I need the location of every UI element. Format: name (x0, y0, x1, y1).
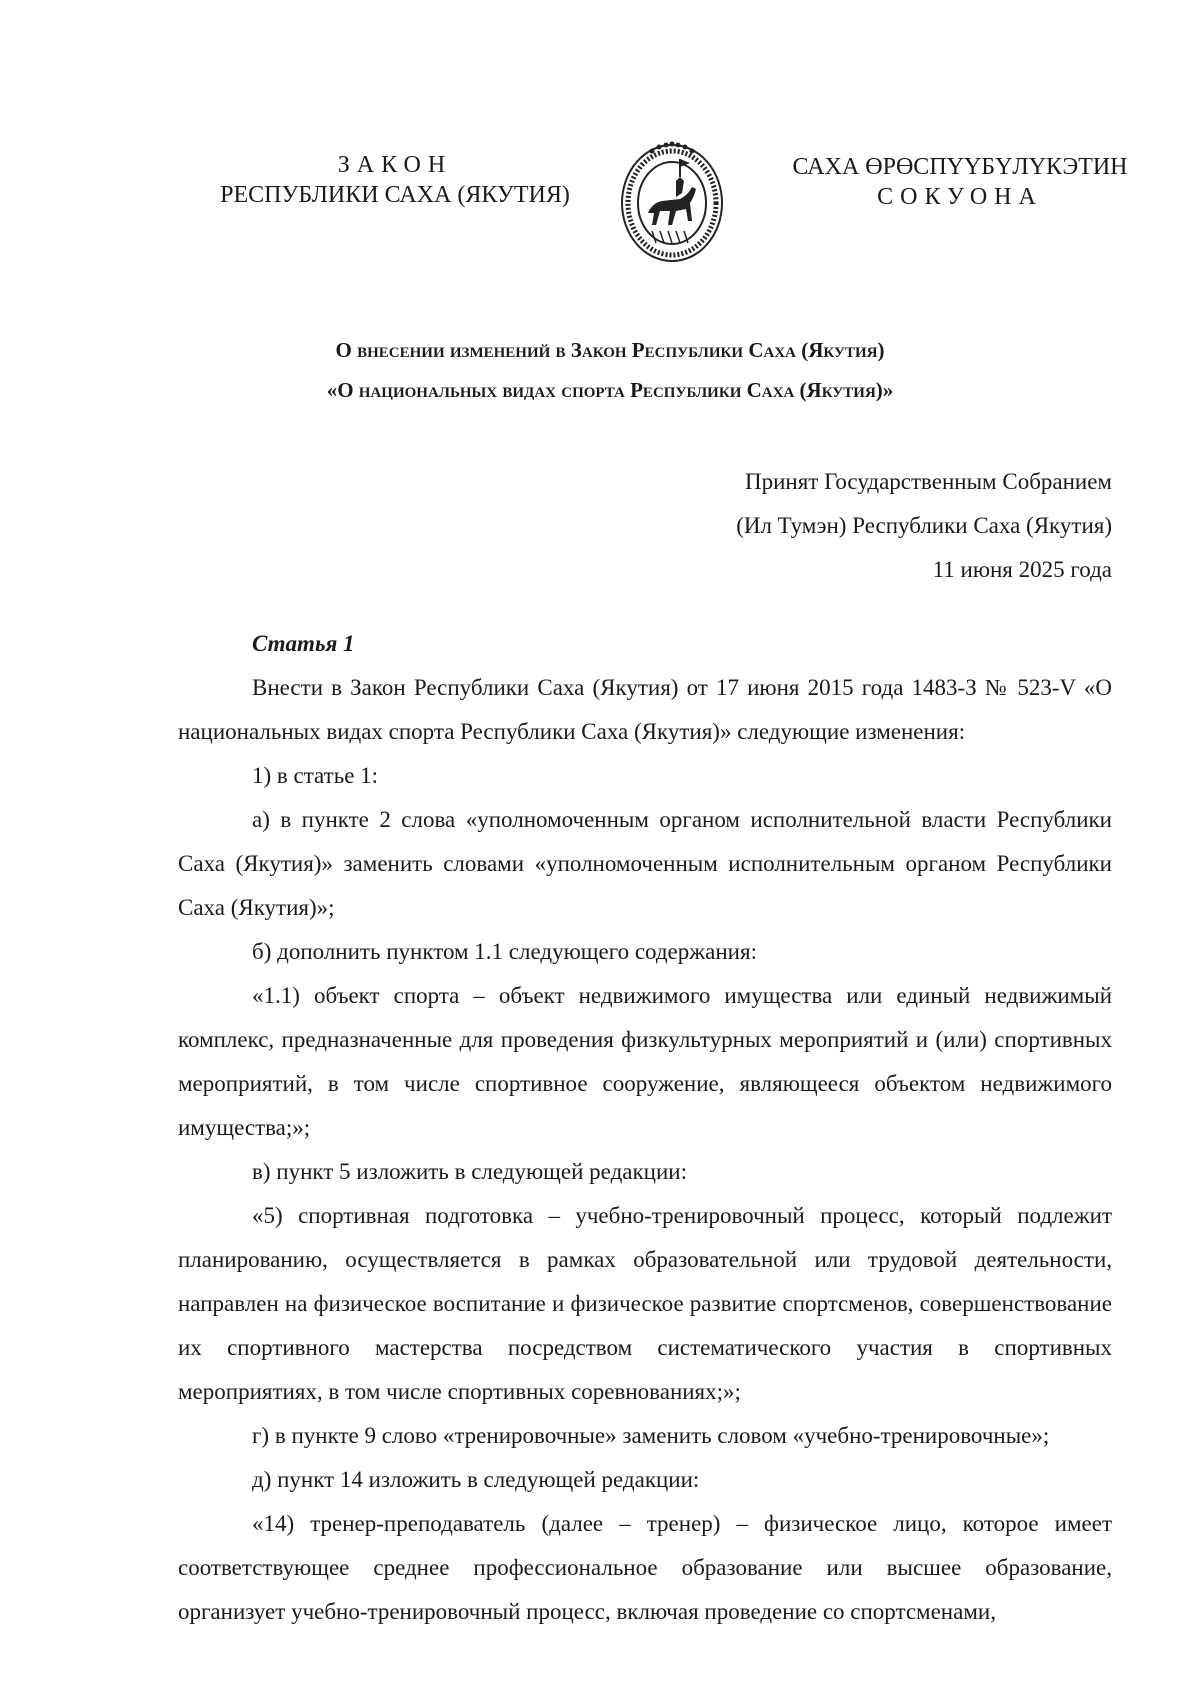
paragraph: «5) спортивная подготовка – учебно-тренировочный процесс, который подлежит планированию, осуществляется в рамках образовательной или трудовой деятельности, направлен на физическое воспитание и физическое развитие спортсменов, совершенствование их спортивного мастерства посредством систематического участия в спортивных мероприятиях, в том числе спортивных соревнованиях;»; (178, 1203, 1112, 1404)
paragraph: а) в пункте 2 слова «уполномоченным органом исполнительной власти Республики Саха (Якутия)» заменить словами «уполномоченным исполнительным органом Республики Саха (Якутия)»; (178, 807, 1112, 920)
adoption-line-2: (Ил Тумэн) Республики Саха (Якутия) (736, 513, 1112, 538)
paragraph: в) пункт 5 изложить в следующей редакции: (252, 1159, 687, 1184)
title-line-1: О внесении изменений в Закон Республики Саха (Якутия) (335, 338, 885, 362)
paragraph: д) пункт 14 изложить в следующей редакции: (252, 1467, 700, 1492)
paragraph: г) в пункте 9 слово «тренировочные» заменить словом «учебно-тренировочные»; (252, 1423, 1050, 1448)
adoption-date: 11 июня 2025 года (932, 557, 1112, 582)
republic-name-ru: РЕСПУБЛИКИ САХА (ЯКУТИЯ) (220, 182, 570, 208)
paragraph: б) дополнить пунктом 1.1 следующего содержания: (252, 939, 757, 964)
law-word: ЗАКОН (337, 152, 453, 178)
header-right (780, 152, 1140, 212)
coat-of-arms-emblem-icon (618, 135, 726, 265)
adoption-line-1: Принят Государственным Собранием (744, 469, 1112, 494)
header-left (200, 150, 590, 210)
law-word-sakha: СОКУОНА (877, 184, 1043, 210)
adoption-block (736, 460, 1112, 592)
paragraph: «1.1) объект спорта – объект недвижимого имущества или единый недвижимый комплекс, предназначенные для проведения физкультурных мероприятий и (или) спортивных мероприятий, в том числе спортивное сооружение, являющееся объектом недвижимого имущества;»; (178, 983, 1112, 1140)
paragraph: «14) тренер-преподаватель (далее – тренер) – физическое лицо, которое имеет соответствующее среднее профессиональное образование или высшее образование, организует учебно-тренировочный процесс, включая проведение со спортсменами, (178, 1511, 1112, 1624)
article-heading: Статья 1 (252, 631, 355, 656)
paragraph: Внести в Закон Республики Саха (Якутия) от 17 июня 2015 года 1483-З № 523-V «О национальных видах спорта Республики Саха (Якутия)» следующие изменения: (178, 675, 1112, 744)
paragraph: 1) в статье 1: (252, 763, 379, 788)
document-title (180, 330, 1040, 410)
title-line-2: «О национальных видах спорта Республики Саха (Якутия)» (326, 378, 894, 402)
article-body (178, 622, 1112, 1634)
republic-name-sakha: САХА ӨРӨСПҮҮБҮЛҮКЭТИН (792, 154, 1128, 180)
